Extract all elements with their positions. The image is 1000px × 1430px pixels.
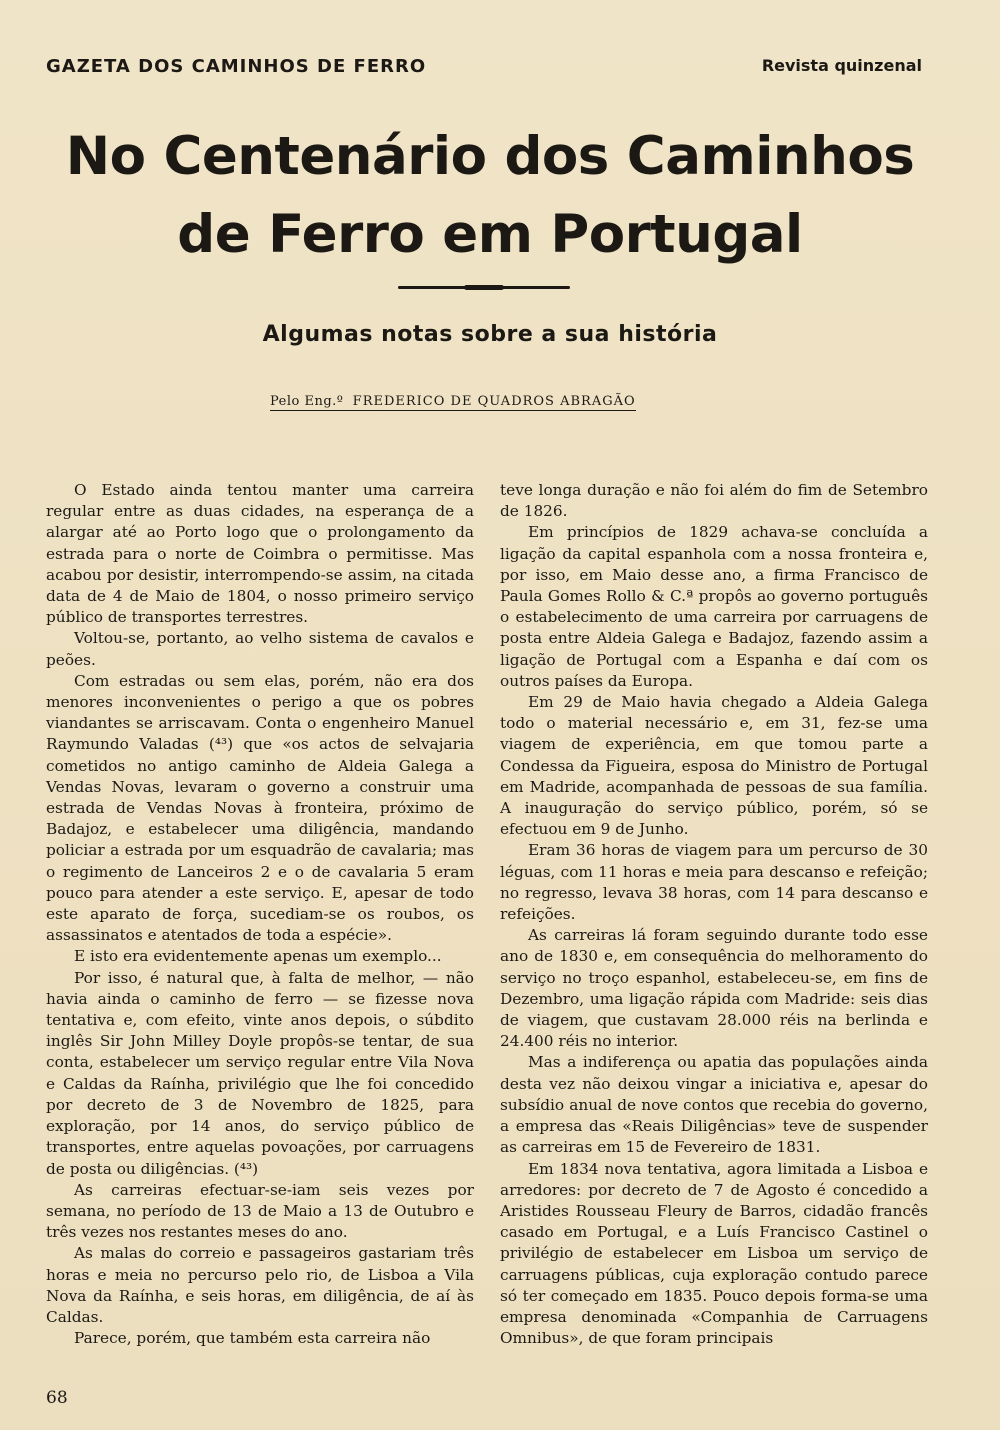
paragraph: O Estado ainda tentou manter uma carreira regular entre as duas cidades, na esperança de a alargar até ao Porto logo que o prolongamento da estrada para o norte de Coimbra o permitisse. Mas acabou por desistir, interrompendo-se assim, na citada data de 4 de Maio de 1804, o nosso primeiro serviço público de transportes terrestres. (46, 481, 474, 627)
paragraph: Em 1834 nova tentativa, agora limitada a Lisboa e arredores: por decreto de 7 de Agosto é concedido a Aristides Rousseau Fleury de Barros, cidadão francês casado em Portugal, e a Luís Francisco Castinel o privilégio de estabelecer em Lisboa um serviço de carruagens públicas, cuja exploração contudo parece só ter começado em 1835. Pouco depois forma-se uma empresa denominada «Companhia de Carruagens Omnibus», de que foram principais (500, 1159, 928, 1348)
paragraph: As malas do correio e passageiros gastariam três horas e meia no percurso pelo rio, de Lisboa a Vila Nova da Raínha, e seis horas, em diligência, de aí às Caldas. (46, 1244, 474, 1326)
journal-name: GAZETA DOS CAMINHOS DE FERRO (46, 56, 427, 77)
paragraph: Por isso, é natural que, à falta de melhor, — não havia ainda o caminho de ferro — se fizesse nova tentativa e, com efeito, vinte anos depois, o súbdito inglês Sir John Milley Doyle propôs-se tentar, de sua conta, estabelecer um serviço regular entre Vila Nova e Caldas da Raínha, privilégio que lhe foi concedido por decreto de 3 de Novembro de 1825, para exploração, por 14 anos, do serviço público de transportes, entre aquelas povoações, por carruagens de posta ou diligências. (⁴³) (46, 968, 474, 1178)
byline-prefix: Pelo Eng.º (270, 394, 344, 409)
paragraph: Com estradas ou sem elas, porém, não era dos menores inconvenientes o perigo a que os pobres viandantes se arriscavam. Conta o engenheiro Manuel Raymundo Valadas (⁴³) que «os actos de selvajaria cometidos no antigo caminho de Aldeia Galega a Vendas Novas, levaram o governo a construir uma estrada de Vendas Novas à fronteira, próximo de Badajoz, e estabelecer uma diligência, mandando policiar a estrada por um esquadrão de cavalaria; mas o regimento de Lanceiros 2 e o de cavalaria 5 eram pouco para atender a este serviço. E, apesar de todo este aparato de força, sucediam-se os roubos, os assassinatos e atentados de toda a espécie». (46, 671, 474, 945)
right-column (500, 480, 928, 1349)
article-title: No Centenário dos Caminhos de Ferro em Portugal (65, 126, 915, 265)
paragraph: Parece, porém, que também esta carreira não (74, 1329, 431, 1348)
byline (270, 394, 636, 411)
paragraph: As carreiras efectuar-se-iam seis vezes por semana, no período de 13 de Maio a 13 de Outubro e três vezes nos restantes meses do ano. (46, 1180, 474, 1242)
title-divider (398, 286, 570, 289)
paragraph: Mas a indiferença ou apatia das populações ainda desta vez não deixou vingar a iniciativa e, apesar do subsídio anual de nove contos que recebia do governo, a empresa das «Reais Diligências» teve de suspender as carreiras em 15 de Fevereiro de 1831. (500, 1053, 928, 1157)
article-subtitle: Algumas notas sobre a sua história (262, 322, 718, 347)
publication-frequency: Revista quinzenal (761, 56, 922, 75)
paragraph: Voltou-se, portanto, ao velho sistema de cavalos e peões. (46, 629, 474, 669)
paragraph: E isto era evidentemente apenas um exemplo... (74, 947, 442, 966)
page-number: 68 (46, 1388, 68, 1408)
paragraph-continuation: teve longa duração e não foi além do fim de Setembro de 1826. (500, 481, 928, 521)
left-column (46, 480, 474, 1349)
author-name: FREDERICO DE QUADROS ABRAGÃO (352, 394, 636, 409)
paragraph: Em 29 de Maio havia chegado a Aldeia Galega todo o material necessário e, em 31, fez-se uma viagem de experiência, em que tomou parte a Condessa da Figueira, esposa do Ministro de Portugal em Madride, acompanhada de pessoas de sua família. A inauguração do serviço público, porém, só se efectuou em 9 de Junho. (500, 693, 928, 839)
paragraph: Eram 36 horas de viagem para um percurso de 30 léguas, com 11 horas e meia para descanso e refeição; no regresso, levava 38 horas, com 14 para descanso e refeições. (500, 841, 928, 924)
paragraph: Em princípios de 1829 achava-se concluída a ligação da capital espanhola com a nossa fronteira e, por isso, em Maio desse ano, a firma Francisco de Paula Gomes Rollo & C.ª propôs ao governo português o estabelecimento de uma carreira por carruagens de posta entre Aldeia Galega e Badajoz, fazendo assim a ligação de Portugal com a Espanha e daí com os outros países da Europa. (500, 523, 928, 690)
paragraph: As carreiras lá foram seguindo durante todo esse ano de 1830 e, em consequência do melhoramento do serviço no troço espanhol, estabeleceu-se, em fins de Dezembro, uma ligação rápida com Madride: seis dias de viagem, que custavam 28.000 réis na berlinda e 24.400 réis no interior. (500, 926, 928, 1051)
